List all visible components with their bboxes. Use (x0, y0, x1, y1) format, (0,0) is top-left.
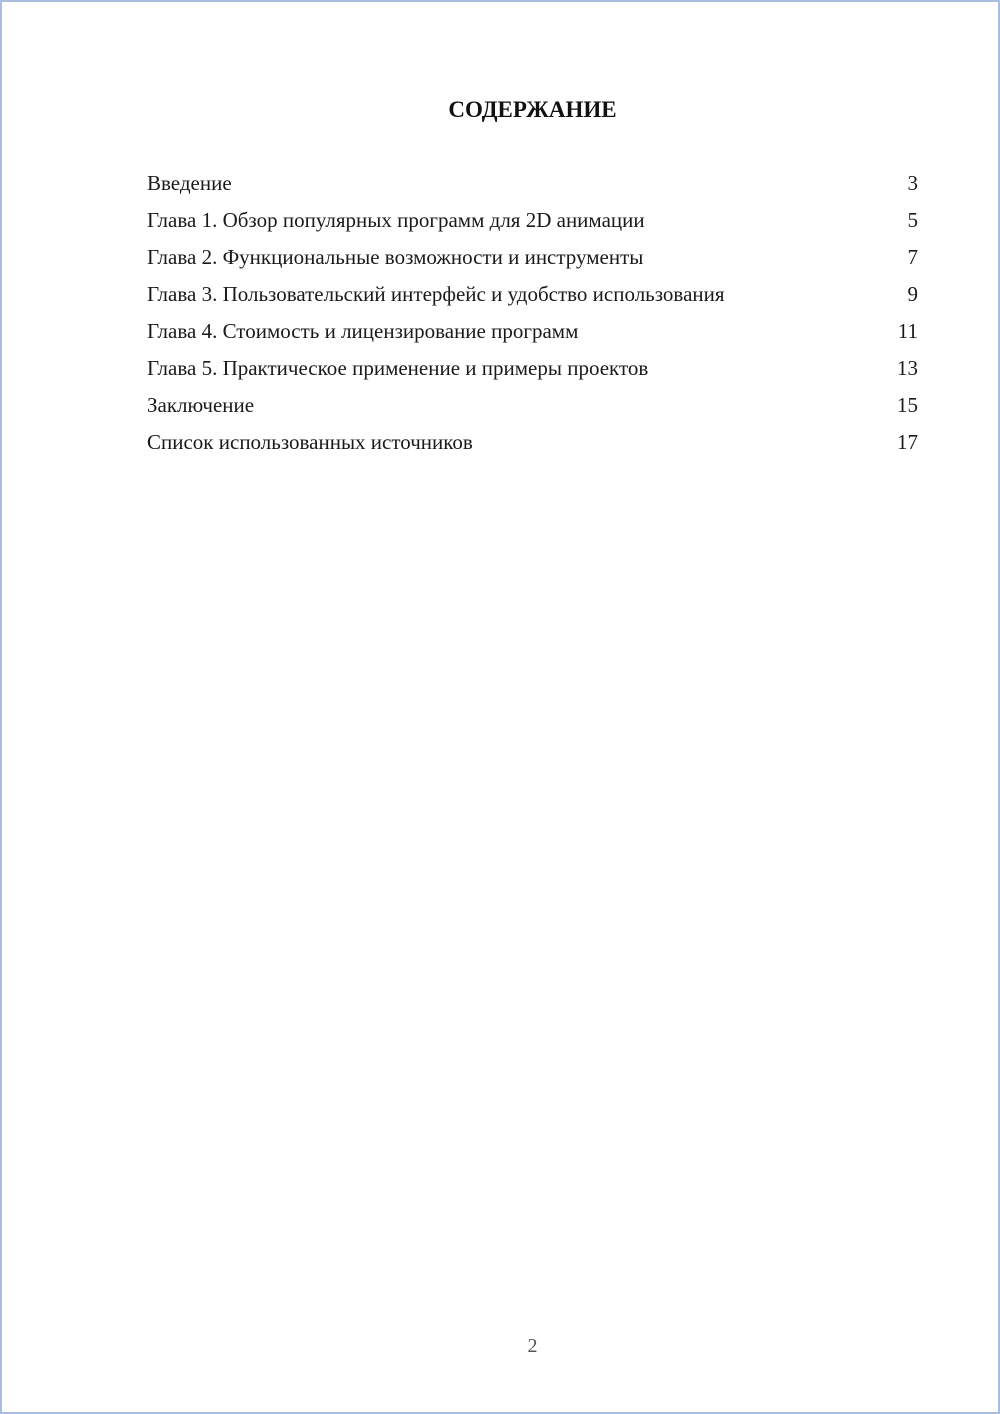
toc-entry-label: Список использованных источников (147, 430, 473, 454)
toc-entry (147, 317, 918, 345)
toc-entry-page: 9 (907, 282, 918, 306)
toc-entry (147, 391, 918, 419)
toc-entry (147, 354, 918, 382)
toc-entry-page: 15 (897, 393, 918, 417)
toc-entry-label: Заключение (147, 393, 255, 417)
toc-entry (147, 280, 918, 308)
toc-entry (147, 169, 918, 197)
toc-entry-label: Введение (147, 171, 232, 195)
toc-entry-page: 5 (907, 208, 918, 232)
toc-entry (147, 243, 918, 271)
toc-entry-page: 11 (897, 319, 918, 343)
toc-entry-label: Глава 3. Пользовательский интерфейс и удобство использования (147, 282, 725, 306)
table-of-contents (147, 169, 918, 456)
toc-entry-page: 13 (897, 356, 918, 380)
page-number: 2 (527, 1335, 538, 1357)
toc-entry (147, 428, 918, 456)
toc-entry-label: Глава 5. Практическое применение и примеры проектов (147, 356, 649, 380)
page-title: СОДЕРЖАНИЕ (448, 97, 617, 122)
toc-entry-page: 3 (907, 171, 918, 195)
page-footer (147, 1335, 918, 1358)
toc-entry-page: 17 (897, 430, 918, 454)
toc-entry-label: Глава 4. Стоимость и лицензирование программ (147, 319, 579, 343)
toc-entry (147, 206, 918, 234)
toc-entry-label: Глава 1. Обзор популярных программ для 2D анимации (147, 208, 645, 232)
toc-entry-label: Глава 2. Функциональные возможности и инструменты (147, 245, 644, 269)
toc-entry-page: 7 (907, 245, 918, 269)
